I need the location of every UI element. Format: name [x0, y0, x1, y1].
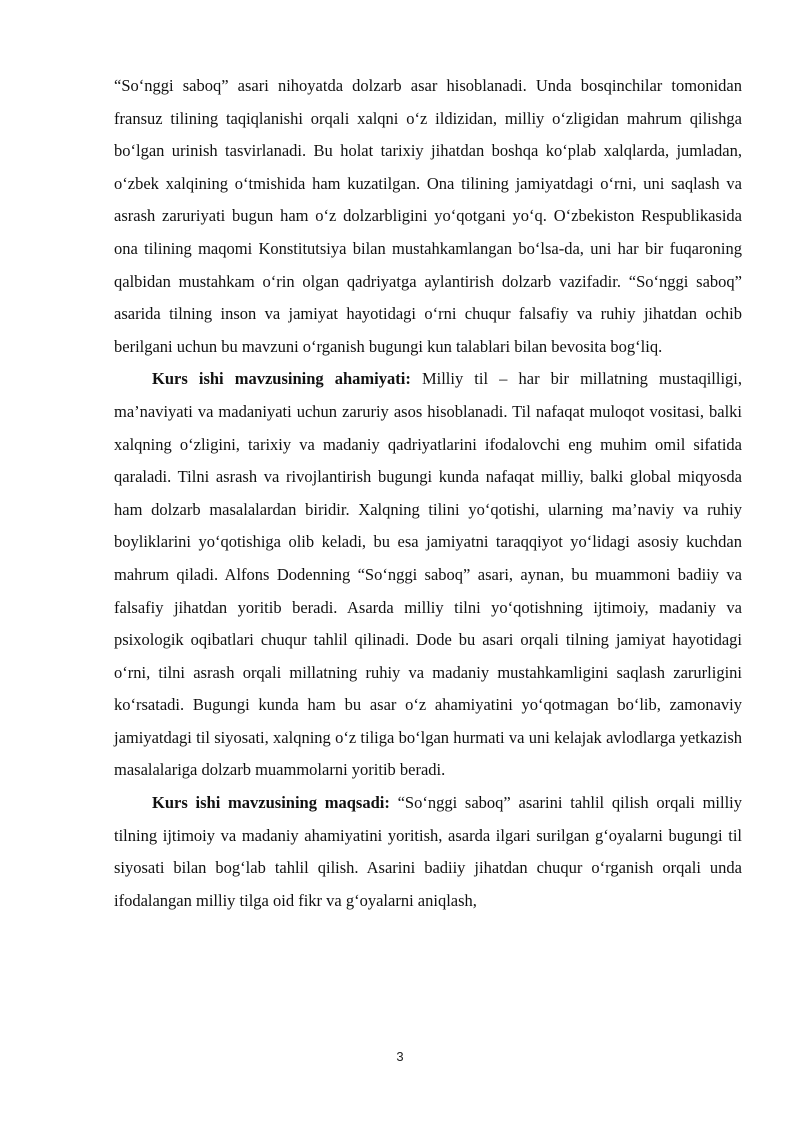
paragraph-text: Milliy til – har bir millatning mustaqilligi, ma’naviyati va madaniyati uchun zaruriy asos hisoblanadi. Til nafaqat muloqot vositasi, balki xalqning o‘zligini, tarixiy va madaniy qadriyatlarini ifodalovchi eng muhim omil sifatida qaraladi. Tilni asrash va rivojlantirish bugungi kunda nafaqat milliy, balki global miqyosda ham dolzarb masalalardan biridir. Xalqning tilini yo‘qotishi, ularning ma’naviy va ruhiy boyliklarini yo‘qotishiga olib keladi, bu esa jamiyatni taraqqiyot yo‘lidagi asosiy kuchdan mahrum qiladi. Alfons Dodenning “So‘nggi saboq” asari, aynan, bu muammoni badiiy va falsafiy jihatdan yoritib beradi. Asarda milliy tilni yo‘qotishning ijtimoiy, madaniy va psixologik oqibatlari chuqur tahlil qilinadi. Dode bu asari orqali tilning jamiyat hayotidagi o‘rni, tilni asrash orqali millatning ruhiy va madaniy mustahkamligini saqlash zarurligini ko‘rsatadi. Bugungi kunda ham bu asar o‘z ahamiyatini yo‘qotmagan bo‘lib, zamonaviy jamiyatdagi til siyosati, xalqning o‘z tiliga bo‘lgan hurmati va uni kelajak avlodlarga yetkazish masalalariga dolzarb muammolarni yoritib beradi. — [114, 369, 742, 780]
paragraph-importance — [114, 363, 742, 787]
paragraph-heading: Kurs ishi mavzusining ahamiyati: — [152, 369, 411, 389]
page-number: 3 — [396, 1049, 404, 1064]
paragraph-text: “So‘nggi saboq” asarini tahlil qilish orqali milliy tilning ijtimoiy va madaniy ahamiyatini yoritish, asarda ilgari surilgan g‘oyalarni bugungi til siyosati bilan bog‘lab tahlil qilish. Asarini badiiy jihatdan chuqur o‘rganish orqali unda ifodalangan milliy tilga oid fikr va g‘oyalarni aniqlash, — [114, 793, 742, 910]
paragraph-text: “So‘nggi saboq” asari nihoyatda dolzarb asar hisoblanadi. Unda bosqinchilar tomonidan fransuz tilining taqiqlanishi orqali xalqni o‘z ildizidan, milliy o‘zligidan mahrum qilishga bo‘lgan urinish tasvirlanadi. Bu holat tarixiy jihatdan boshqa ko‘plab xalqlarda, jumladan, o‘zbek xalqining o‘tmishida ham kuzatilgan. Ona tilining jamiyatdagi o‘rni, uni saqlash va asrash zaruriyati bugun ham o‘z dolzarbligini yo‘qotgani yo‘q. O‘zbekiston Respublikasida ona tilining maqomi Konstitutsiya bilan mustahkamlangan bo‘lsa-da, uni har bir fuqaroning qalbidan mustahkam o‘rin olgan qadriyatga aylantirish dolzarb vazifadir. “So‘nggi saboq” asarida tilning inson va jamiyat hayotidagi o‘rni chuqur falsafiy va ruhiy jihatdan ochib berilgani uchun bu mavzuni o‘rganish bugungi kun talablari bilan bevosita bog‘liq. — [114, 76, 742, 356]
document-body — [114, 70, 742, 917]
paragraph-goal — [114, 787, 742, 917]
paragraph-heading: Kurs ishi mavzusining maqsadi: — [152, 793, 390, 813]
paragraph-intro — [114, 70, 742, 363]
